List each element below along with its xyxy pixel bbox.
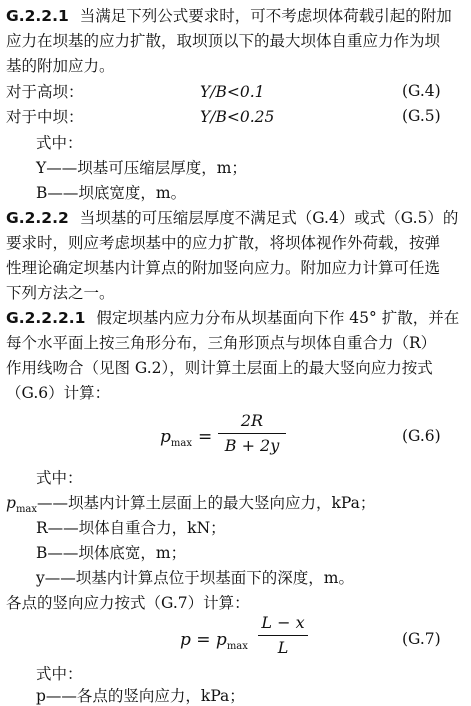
condition-high-dam-label: 对于高坝： [6,83,84,101]
lhs-subscript: max [170,438,192,449]
equation-number-g4: (G.4) [402,82,441,100]
definition-b: B——坝体底宽，m； [36,544,187,562]
fraction-denominator: B + 2y [224,436,280,455]
pmax-symbol: p [6,494,16,512]
lhs-symbol: p [160,427,171,447]
definition-y: Y——坝基可压缩层厚度，m； [36,159,247,177]
clause-g2-2-2-line3: 性理论确定坝基内计算点的附加竖向应力。附加应力计算可任选 [6,259,441,277]
clause-g2-2-2-line1 [6,208,458,228]
where-label: 式中： [36,469,83,487]
clause-g2-2-1-line2: 应力在坝基的应力扩散，取坝顶以下的最大坝体自重应力作为坝 [6,32,441,50]
clause-number: G.2.2.1 [6,7,69,25]
definition-r: R——坝体自重合力，kN； [36,519,226,537]
fraction-bar [258,635,308,636]
intro-g7: 各点的竖向应力按式（G.7）计算： [6,594,250,612]
equation-g6-lhs [160,427,192,454]
equation-g6-fraction [218,410,286,457]
fraction-denominator: L [277,638,289,657]
where-label: 式中： [36,665,83,683]
condition-high-dam-formula: Y/B<0.1 [200,83,265,101]
equation-number-g5: (G.5) [402,107,441,125]
clause-g2-2-2-line4: 下列方法之一。 [6,284,115,302]
lhs-subscript: max [226,641,248,652]
fraction-bar [218,433,286,434]
fraction-numerator: 2R [240,411,264,430]
equation-g6-equals: = [198,427,213,447]
clause-g2-2-2-line2: 要求时，则应考虑坝基中的应力扩散，将坝体视作外荷载，按弹 [6,234,441,252]
clause-g2-2-1-line1 [6,6,452,26]
definition-y: y——坝基内计算点位于坝基面下的深度，m。 [36,569,354,587]
clause-g2-2-1-line3: 基的附加应力。 [6,57,115,75]
pmax-subscript: max [15,504,38,515]
clause-text: 当满足下列公式要求时，可不考虑坝体荷载引起的附加 [79,7,452,25]
condition-mid-dam-label: 对于中坝： [6,108,84,126]
equation-g7-lhs [180,630,248,657]
condition-mid-dam-formula: Y/B<0.25 [200,108,275,126]
equation-g7-fraction [258,612,308,659]
definition-pmax [6,493,375,520]
definition-p: p——各点的竖向应力，kPa； [36,687,245,705]
clause-g2-2-2-1-line4: （G.6）计算： [6,384,111,402]
equation-number-g7: (G.7) [402,630,441,648]
pmax-definition: ——坝基内计算土层面上的最大竖向应力，kPa； [37,494,376,512]
lhs-expression: p = p [180,630,227,650]
where-label: 式中： [36,134,83,152]
clause-number: G.2.2.2.1 [6,309,86,327]
definition-b: B——坝底宽度，m。 [36,184,187,202]
clause-g2-2-2-1-line1 [6,308,459,328]
clause-g2-2-2-1-line2: 每个水平面上按三角形分布，三角形顶点与坝体自重合力（R） [6,334,437,352]
clause-number: G.2.2.2 [6,209,69,227]
clause-text: 当坝基的可压缩层厚度不满足式（G.4）或式（G.5）的 [79,209,459,227]
clause-g2-2-2-1-line3: 作用线吻合（见图 G.2），则计算土层面上的最大竖向应力按式 [6,359,433,377]
equation-number-g6: (G.6) [402,427,441,445]
clause-text: 假定坝基内应力分布从坝基面向下作 45° 扩散，并在 [96,309,460,327]
fraction-numerator: L − x [261,613,305,632]
